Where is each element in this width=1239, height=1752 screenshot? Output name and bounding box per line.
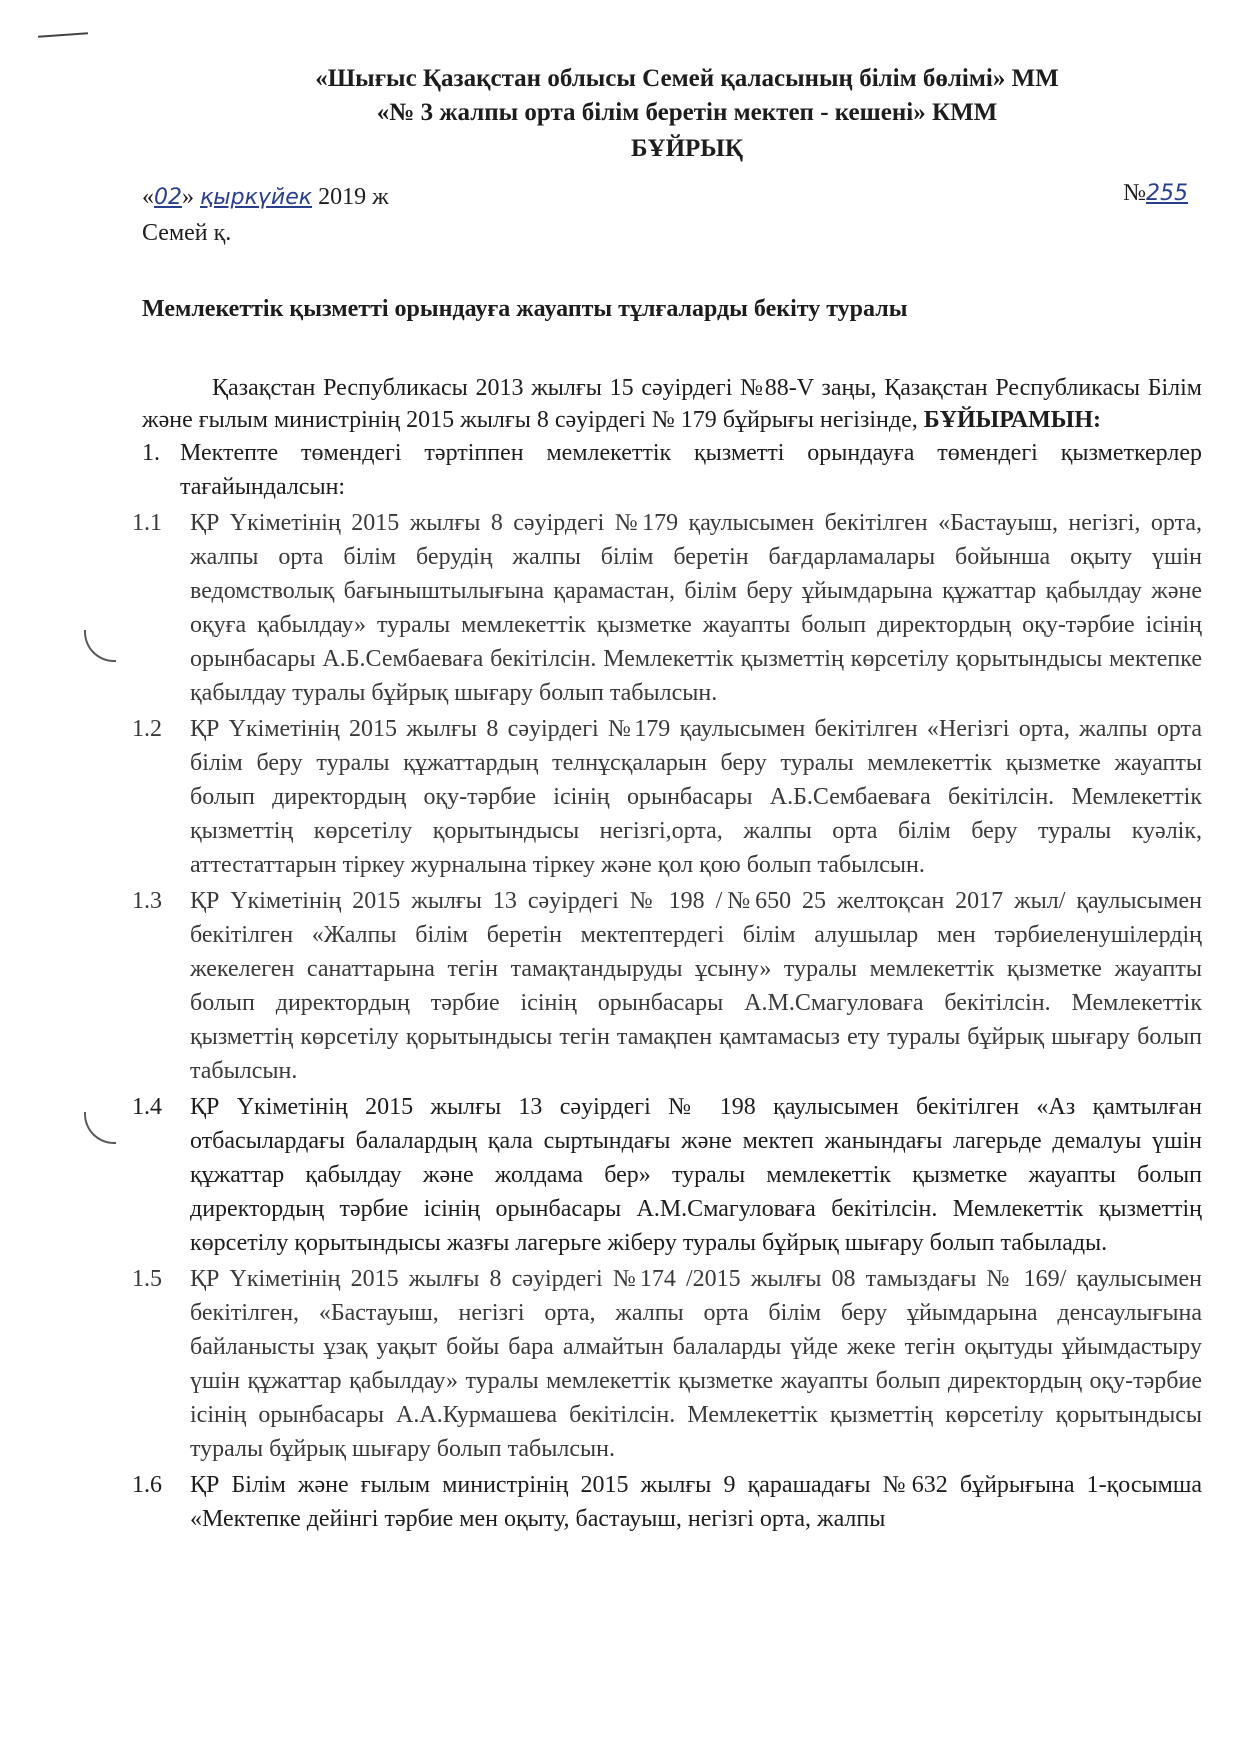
city: Семей қ. xyxy=(142,220,232,246)
item-text: ҚР Үкіметінің 2015 жылғы 13 сәуірдегі № 198 қаулысымен бекітілген «Аз қамтылған отбасылардағы балалардың қала сыртындағы және мектеп жанындағы лагерьде демалуы үшін құжаттар қабылдау және жолдама бер» туралы мемлекеттік қызметке жауапты болып директордың тәрбие ісінің орынбасары А.М.Смагуловаға бекітілсін. Мемлекеттік қызметтің көрсетілу қорытындысы жазғы лагерьге жіберу туралы бұйрық шығару болып табылады. xyxy=(190,1094,1202,1256)
item-number: 1.6 xyxy=(132,1472,162,1498)
item-number: 1.2 xyxy=(132,716,162,742)
list-item xyxy=(132,1262,1202,1466)
item-text: ҚР Үкіметінің 2015 жылғы 8 сәуірдегі №179 қаулысымен бекітілген «Бастауыш, негізгі, орта, жалпы орта білім берудің жалпы білім беретін бағдарламалары бойынша оқыту үшін ведомстволық бағыныштылығына қарамастан, білім беру ұйымдарына құжаттар қабылдау және оқуға қабылдау» туралы мемлекеттік қызметке жауапты болып директордың оқу-тәрбие ісінің орынбасары А.Б.Сембаеваға бекітілсін. Мемлекеттік қызметтің көрсетілу қорытындысы мектепке қабылдау туралы бұйрық шығару болып табылсын. xyxy=(190,510,1202,706)
order-subject: Мемлекеттік қызметті орындауға жауапты тұлғаларды бекіту туралы xyxy=(142,296,908,322)
list-item xyxy=(132,506,1202,710)
date-close-quote: » xyxy=(182,184,194,210)
document-page xyxy=(132,62,1202,1536)
item-number: 1.5 xyxy=(132,1266,162,1292)
item-text: ҚР Үкіметінің 2015 жылғы 8 сәуірдегі №174 /2015 жылғы 08 тамыздағы № 169/ қаулысымен бекітілген, «Бастауыш, негізгі орта, жалпы орта білім беру ұйымдарына денсаулығына байланысты ұзақ уақыт бойы бара алмайтын балаларды үйде жеке тегін оқытуды ұйымдастыру үшін құжаттар қабылдау» туралы мемлекеттік қызметке жауапты болып директордың оқу-тәрбие ісінің орынбасары А.А.Курмашева бекітілсін. Мемлекеттік қызметтің көрсетілу қорытындысы туралы бұйрық шығару болып табылсын. xyxy=(190,1266,1202,1462)
date-day: 02 xyxy=(154,185,182,210)
item-number: 1. xyxy=(142,440,160,466)
date-month: қыркүйек xyxy=(200,185,313,210)
item-number: 1.1 xyxy=(132,510,162,536)
preamble xyxy=(142,372,1202,436)
item-text: ҚР Үкіметінің 2015 жылғы 13 сәуірдегі № 198 /№650 25 желтоқсан 2017 жыл/ қаулысымен бекітілген «Жалпы білім беретін мектептердегі білім алушылар мен тәрбиеленушілердің жекелеген санаттарына тегін тамақтандыруды ұсыну» туралы мемлекеттік қызметке жауапты болып директордың тәрбие ісінің орынбасары А.М.Смагуловаға бекітілсін. Мемлекеттік қызметтің көрсетілу қорытындысы тегін тамақпен қамтамасыз ету туралы бұйрық шығару болып табылсын. xyxy=(190,888,1202,1084)
list-item xyxy=(132,712,1202,882)
item-number: 1.3 xyxy=(132,888,162,914)
item-text: ҚР Үкіметінің 2015 жылғы 8 сәуірдегі №179 қаулысымен бекітілген «Негізгі орта, жалпы орта білім беру туралы құжаттардың телнұсқаларын беру туралы мемлекеттік қызметке жауапты болып директордың оқу-тәрбие ісінің орынбасары А.Б.Сембаеваға бекітілсін. Мемлекеттік қызметтің көрсетілу қорытындысы негізгі,орта, жалпы орта білім беру туралы куәлік, аттестаттарын тіркеу журналына тіркеу және қол қою болып табылсын. xyxy=(190,716,1202,878)
punch-hole-bottom xyxy=(84,1112,116,1144)
list-item xyxy=(142,436,1202,504)
order-date xyxy=(142,184,389,211)
preamble-command: БҰЙЫРАМЫН: xyxy=(923,407,1101,433)
document-type-title: БҰЙРЫҚ xyxy=(631,135,743,162)
item-text: Мектепте төмендегі тәртіппен мемлекеттік қызметті орындауға төмендегі қызметкерлер тағайындалсын: xyxy=(180,440,1202,500)
item-text: ҚР Білім және ғылым министрінің 2015 жылғы 9 қарашадағы №632 бұйрығына 1-қосымша «Мектепке дейінгі тәрбие мен оқыту, бастауыш, негізгі орта, жалпы xyxy=(190,1472,1202,1532)
date-open-quote: « xyxy=(142,184,154,210)
org-name-line-1: «Шығыс Қазақстан облысы Семей қаласының білім бөлімі» ММ xyxy=(315,65,1059,92)
org-name-line-2: «№ 3 жалпы орта білім беретін мектеп - кешені» КММ xyxy=(376,99,998,126)
date-row xyxy=(142,180,1202,218)
punch-hole-top xyxy=(84,630,116,662)
list-item xyxy=(132,884,1202,1088)
item-number: 1.4 xyxy=(132,1094,162,1120)
order-number-value: 255 xyxy=(1146,181,1188,206)
scan-mark xyxy=(38,32,88,37)
list-item xyxy=(132,1468,1202,1536)
list-item xyxy=(132,1090,1202,1260)
order-number-prefix: № xyxy=(1123,180,1146,206)
preamble-text: Қазақстан Республикасы 2013 жылғы 15 сәуірдегі №88-V заңы, Қазақстан Республикасы Білім және ғылым министрінің 2015 жылғы 8 сәуірдегі № 179 бұйрығы негізінде, xyxy=(142,375,1202,433)
order-number xyxy=(1123,180,1188,207)
date-year: 2019 ж xyxy=(318,184,389,210)
